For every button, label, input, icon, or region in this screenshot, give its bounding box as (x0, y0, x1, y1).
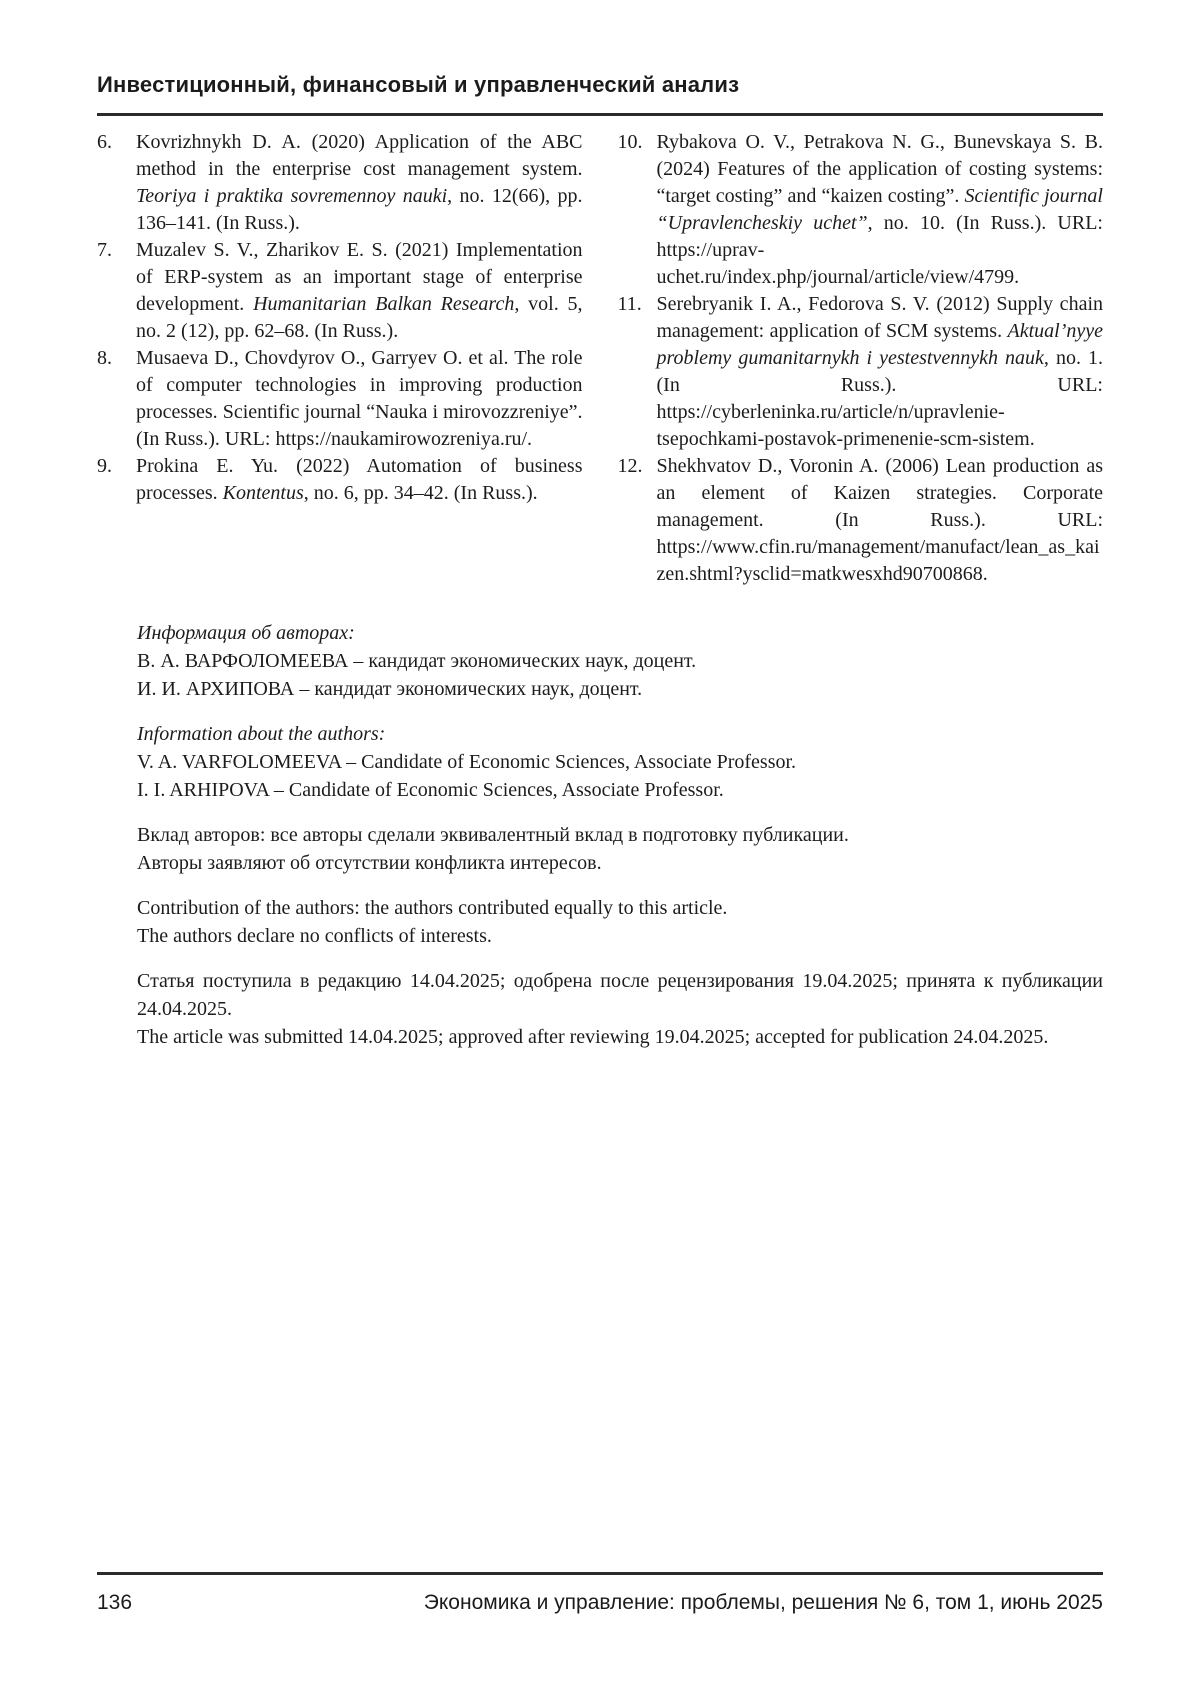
article-dates (137, 967, 1103, 1051)
contribution-ru-lines (137, 821, 1103, 877)
contribution-ru (137, 821, 1103, 877)
back-matter (137, 619, 1103, 1051)
reference-number: 10. (617, 131, 643, 153)
references-column-right (618, 129, 1104, 588)
authors-info-en (137, 720, 1103, 804)
reference-text: Prokina E. Yu. (2022) Automation of business processes. Kontentus, no. 6, pp. 34–42. (In Russ.). (136, 455, 583, 504)
reference-number: 6. (97, 131, 112, 153)
reference-text: Kovrizhnykh D. A. (2020) Application of the ABC method in the enterprise cost management system. Teoriya i praktika sovremennoy nauki, no. 12(66), pp. 136–141. (In Russ.). (136, 131, 583, 234)
journal-title: Экономика и управление: проблемы, решения № 6, том 1, июнь 2025 (423, 1591, 1103, 1614)
authors-info-ru (137, 619, 1103, 703)
authors-info-ru-lines (137, 647, 1103, 703)
reference-text: Serebryanik I. A., Fedorova S. V. (2012) Supply chain management: application of SCM systems. Aktual’nyye problemy gumanitarnykh i yestestvennykh nauk, no. 1. (In Russ.). URL: https://cyberleninka.ru/article/n/upravlenie-tsepochkami-postavok-primenenie-scm-sistem. (656, 293, 1104, 450)
article-dates-en: The article was submitted 14.04.2025; approved after reviewing 19.04.2025; accepted for publication 24.04.2025. (137, 1026, 1049, 1048)
reference-item (618, 291, 1104, 453)
reference-item (618, 129, 1104, 291)
contribution-en-lines (137, 894, 1103, 950)
reference-number: 9. (97, 455, 112, 477)
text-line: Вклад авторов: все авторы сделали эквивалентный вклад в подготовку публикации. (137, 824, 849, 846)
text-line: И. И. АРХИПОВА – кандидат экономических наук, доцент. (137, 678, 643, 700)
reference-number: 12. (617, 455, 643, 477)
reference-number: 8. (97, 347, 112, 369)
reference-item (97, 345, 583, 453)
authors-info-en-heading: Information about the authors: (137, 723, 386, 745)
page-number: 136 (97, 1591, 133, 1614)
reference-item (97, 453, 583, 507)
reference-text: Rybakova O. V., Petrakova N. G., Bunevskaya S. B. (2024) Features of the application of costing systems: “target costing” and “kaizen costing”. Scientific journal “Upravlencheskiy uchet”, no. 10. (In Russ.). URL: https://uprav-uchet.ru/index.php/journal/article/view/4799. (656, 131, 1103, 288)
reference-text: Shekhvatov D., Voronin A. (2006) Lean production as an element of Kaizen strategies. Corporate management. (In Russ.). URL: https://www.cfin.ru/management/manufact/lean_as_kaizen.shtml?ysclid=matkwesxhd90700868. (656, 455, 1103, 585)
text-line: В. А. ВАРФОЛОМЕЕВА – кандидат экономических наук, доцент. (137, 650, 697, 672)
section-header (97, 0, 1103, 116)
text-line: V. A. VARFOLOMEEVA – Candidate of Economic Sciences, Associate Professor. (137, 751, 797, 773)
text-line: Авторы заявляют об отсутствии конфликта интересов. (137, 852, 602, 874)
references-list (97, 129, 1103, 588)
page-footer (97, 1572, 1103, 1615)
section-title: Инвестиционный, финансовый и управленческий анализ (97, 72, 740, 97)
reference-item (97, 237, 583, 345)
references-column-left (97, 129, 583, 588)
reference-item (97, 129, 583, 237)
text-line: The authors declare no conflicts of interests. (137, 925, 492, 947)
reference-number: 11. (617, 293, 642, 315)
reference-item (618, 453, 1104, 588)
authors-info-ru-heading: Информация об авторах: (137, 622, 355, 644)
text-line: Contribution of the authors: the authors contributed equally to this article. (137, 897, 728, 919)
reference-number: 7. (97, 239, 112, 261)
reference-text: Muzalev S. V., Zharikov E. S. (2021) Implementation of ERP-system as an important stage of enterprise development. Humanitarian Balkan Research, vol. 5, no. 2 (12), pp. 62–68. (In Russ.). (136, 239, 583, 342)
contribution-en (137, 894, 1103, 950)
reference-text: Musaeva D., Chovdyrov O., Garryev O. et al. The role of computer technologies in improving production processes. Scientific journal “Nauka i mirovozzreniye”. (In Russ.). URL: https://naukamirowozreniya.ru/. (136, 347, 583, 450)
authors-info-en-lines (137, 748, 1103, 804)
article-dates-ru: Статья поступила в редакцию 14.04.2025; одобрена после рецензирования 19.04.2025; принята к публикации 24.04.2025. (137, 970, 1103, 1020)
text-line: I. I. ARHIPOVA – Candidate of Economic Sciences, Associate Professor. (137, 779, 724, 801)
